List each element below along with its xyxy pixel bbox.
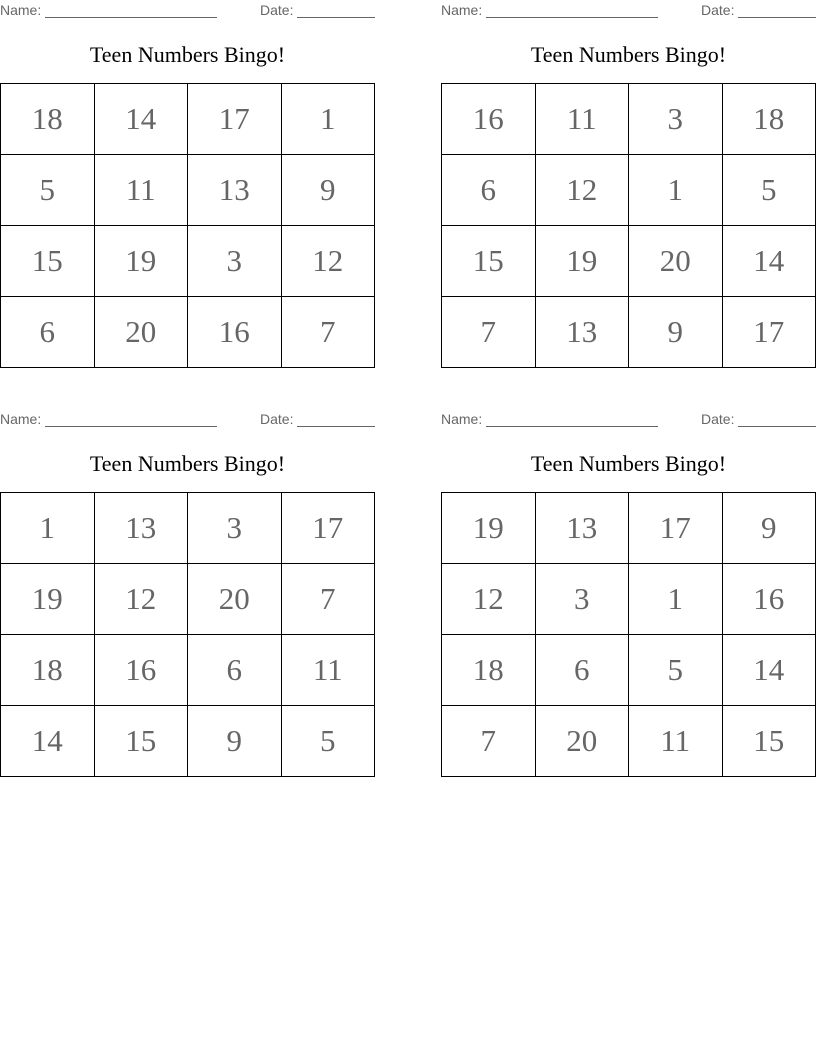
bingo-cell: 17 bbox=[188, 84, 282, 155]
bingo-cell: 17 bbox=[629, 493, 723, 564]
bingo-cell: 13 bbox=[94, 493, 188, 564]
bingo-cell: 9 bbox=[281, 155, 375, 226]
grid-row bbox=[1, 706, 375, 777]
name-blank-line[interactable] bbox=[45, 17, 217, 18]
bingo-cell: 20 bbox=[94, 297, 188, 368]
bingo-cell: 16 bbox=[442, 84, 536, 155]
grid-row bbox=[442, 226, 816, 297]
bingo-cell: 19 bbox=[535, 226, 629, 297]
grid-row bbox=[442, 297, 816, 368]
grid-row bbox=[1, 493, 375, 564]
bingo-cell: 11 bbox=[535, 84, 629, 155]
grid-row bbox=[1, 297, 375, 368]
bingo-cell: 11 bbox=[94, 155, 188, 226]
bingo-cell: 16 bbox=[722, 564, 816, 635]
grid-row bbox=[442, 493, 816, 564]
bingo-cell: 12 bbox=[535, 155, 629, 226]
card-title: Teen Numbers Bingo! bbox=[89, 42, 286, 67]
grid-row bbox=[442, 155, 816, 226]
bingo-cell: 16 bbox=[94, 635, 188, 706]
date-blank-line[interactable] bbox=[297, 17, 375, 18]
grid-row bbox=[442, 564, 816, 635]
bingo-cell: 1 bbox=[629, 564, 723, 635]
bingo-cell: 1 bbox=[281, 84, 375, 155]
bingo-cell: 18 bbox=[1, 84, 95, 155]
name-blank-line[interactable] bbox=[486, 17, 658, 18]
name-label: Name: bbox=[441, 411, 483, 427]
bingo-cell: 9 bbox=[188, 706, 282, 777]
name-label: Name: bbox=[0, 411, 42, 427]
bingo-cell: 1 bbox=[629, 155, 723, 226]
date-blank-line[interactable] bbox=[297, 426, 375, 427]
bingo-grid bbox=[441, 83, 816, 368]
bingo-cell: 6 bbox=[1, 297, 95, 368]
name-blank-line[interactable] bbox=[486, 426, 658, 427]
grid-row bbox=[1, 564, 375, 635]
bingo-cell: 15 bbox=[94, 706, 188, 777]
bingo-grid bbox=[441, 492, 816, 777]
bingo-cell: 14 bbox=[722, 635, 816, 706]
bingo-cell: 6 bbox=[188, 635, 282, 706]
bingo-cell: 3 bbox=[188, 493, 282, 564]
bingo-cell: 7 bbox=[442, 706, 536, 777]
bingo-cell: 13 bbox=[535, 297, 629, 368]
bingo-cell: 12 bbox=[442, 564, 536, 635]
bingo-cell: 13 bbox=[188, 155, 282, 226]
grid-row bbox=[1, 84, 375, 155]
bingo-cell: 12 bbox=[94, 564, 188, 635]
bingo-cell: 6 bbox=[535, 635, 629, 706]
bingo-cell: 5 bbox=[1, 155, 95, 226]
grid-row bbox=[1, 155, 375, 226]
bingo-cell: 16 bbox=[188, 297, 282, 368]
name-date-header bbox=[441, 2, 816, 20]
bingo-cell: 3 bbox=[629, 84, 723, 155]
card-title: Teen Numbers Bingo! bbox=[530, 42, 727, 67]
bingo-cell: 5 bbox=[281, 706, 375, 777]
bingo-cell: 6 bbox=[442, 155, 536, 226]
bingo-grid bbox=[0, 83, 375, 368]
bingo-cell: 18 bbox=[1, 635, 95, 706]
date-label: Date: bbox=[701, 2, 735, 18]
bingo-cell: 20 bbox=[629, 226, 723, 297]
bingo-cell: 11 bbox=[281, 635, 375, 706]
name-date-header bbox=[441, 411, 816, 429]
bingo-cell: 20 bbox=[188, 564, 282, 635]
bingo-cell: 1 bbox=[1, 493, 95, 564]
bingo-cell: 14 bbox=[94, 84, 188, 155]
bingo-cell: 20 bbox=[535, 706, 629, 777]
bingo-cell: 9 bbox=[722, 493, 816, 564]
bingo-cell: 7 bbox=[442, 297, 536, 368]
bingo-cell: 15 bbox=[442, 226, 536, 297]
bingo-grid bbox=[0, 492, 375, 777]
name-label: Name: bbox=[0, 2, 42, 18]
name-date-header bbox=[0, 2, 375, 20]
card-title: Teen Numbers Bingo! bbox=[89, 451, 286, 476]
bingo-cell: 3 bbox=[535, 564, 629, 635]
name-date-header bbox=[0, 411, 375, 429]
bingo-cell: 19 bbox=[94, 226, 188, 297]
date-blank-line[interactable] bbox=[738, 17, 816, 18]
bingo-cell: 15 bbox=[722, 706, 816, 777]
bingo-cell: 14 bbox=[1, 706, 95, 777]
grid-row bbox=[1, 635, 375, 706]
bingo-cell: 5 bbox=[722, 155, 816, 226]
bingo-cell: 19 bbox=[1, 564, 95, 635]
date-label: Date: bbox=[260, 411, 294, 427]
name-label: Name: bbox=[441, 2, 483, 18]
bingo-cell: 18 bbox=[722, 84, 816, 155]
bingo-cell: 11 bbox=[629, 706, 723, 777]
bingo-cell: 19 bbox=[442, 493, 536, 564]
bingo-cell: 18 bbox=[442, 635, 536, 706]
bingo-cell: 13 bbox=[535, 493, 629, 564]
grid-row bbox=[442, 635, 816, 706]
grid-row bbox=[442, 84, 816, 155]
date-label: Date: bbox=[260, 2, 294, 18]
bingo-cell: 7 bbox=[281, 564, 375, 635]
bingo-cell: 17 bbox=[281, 493, 375, 564]
date-blank-line[interactable] bbox=[738, 426, 816, 427]
date-label: Date: bbox=[701, 411, 735, 427]
grid-row bbox=[442, 706, 816, 777]
bingo-cell: 9 bbox=[629, 297, 723, 368]
bingo-cell: 5 bbox=[629, 635, 723, 706]
bingo-cell: 7 bbox=[281, 297, 375, 368]
grid-row bbox=[1, 226, 375, 297]
bingo-cell: 17 bbox=[722, 297, 816, 368]
bingo-cell: 15 bbox=[1, 226, 95, 297]
bingo-cell: 14 bbox=[722, 226, 816, 297]
name-blank-line[interactable] bbox=[45, 426, 217, 427]
card-title: Teen Numbers Bingo! bbox=[530, 451, 727, 476]
bingo-cell: 12 bbox=[281, 226, 375, 297]
bingo-cell: 3 bbox=[188, 226, 282, 297]
